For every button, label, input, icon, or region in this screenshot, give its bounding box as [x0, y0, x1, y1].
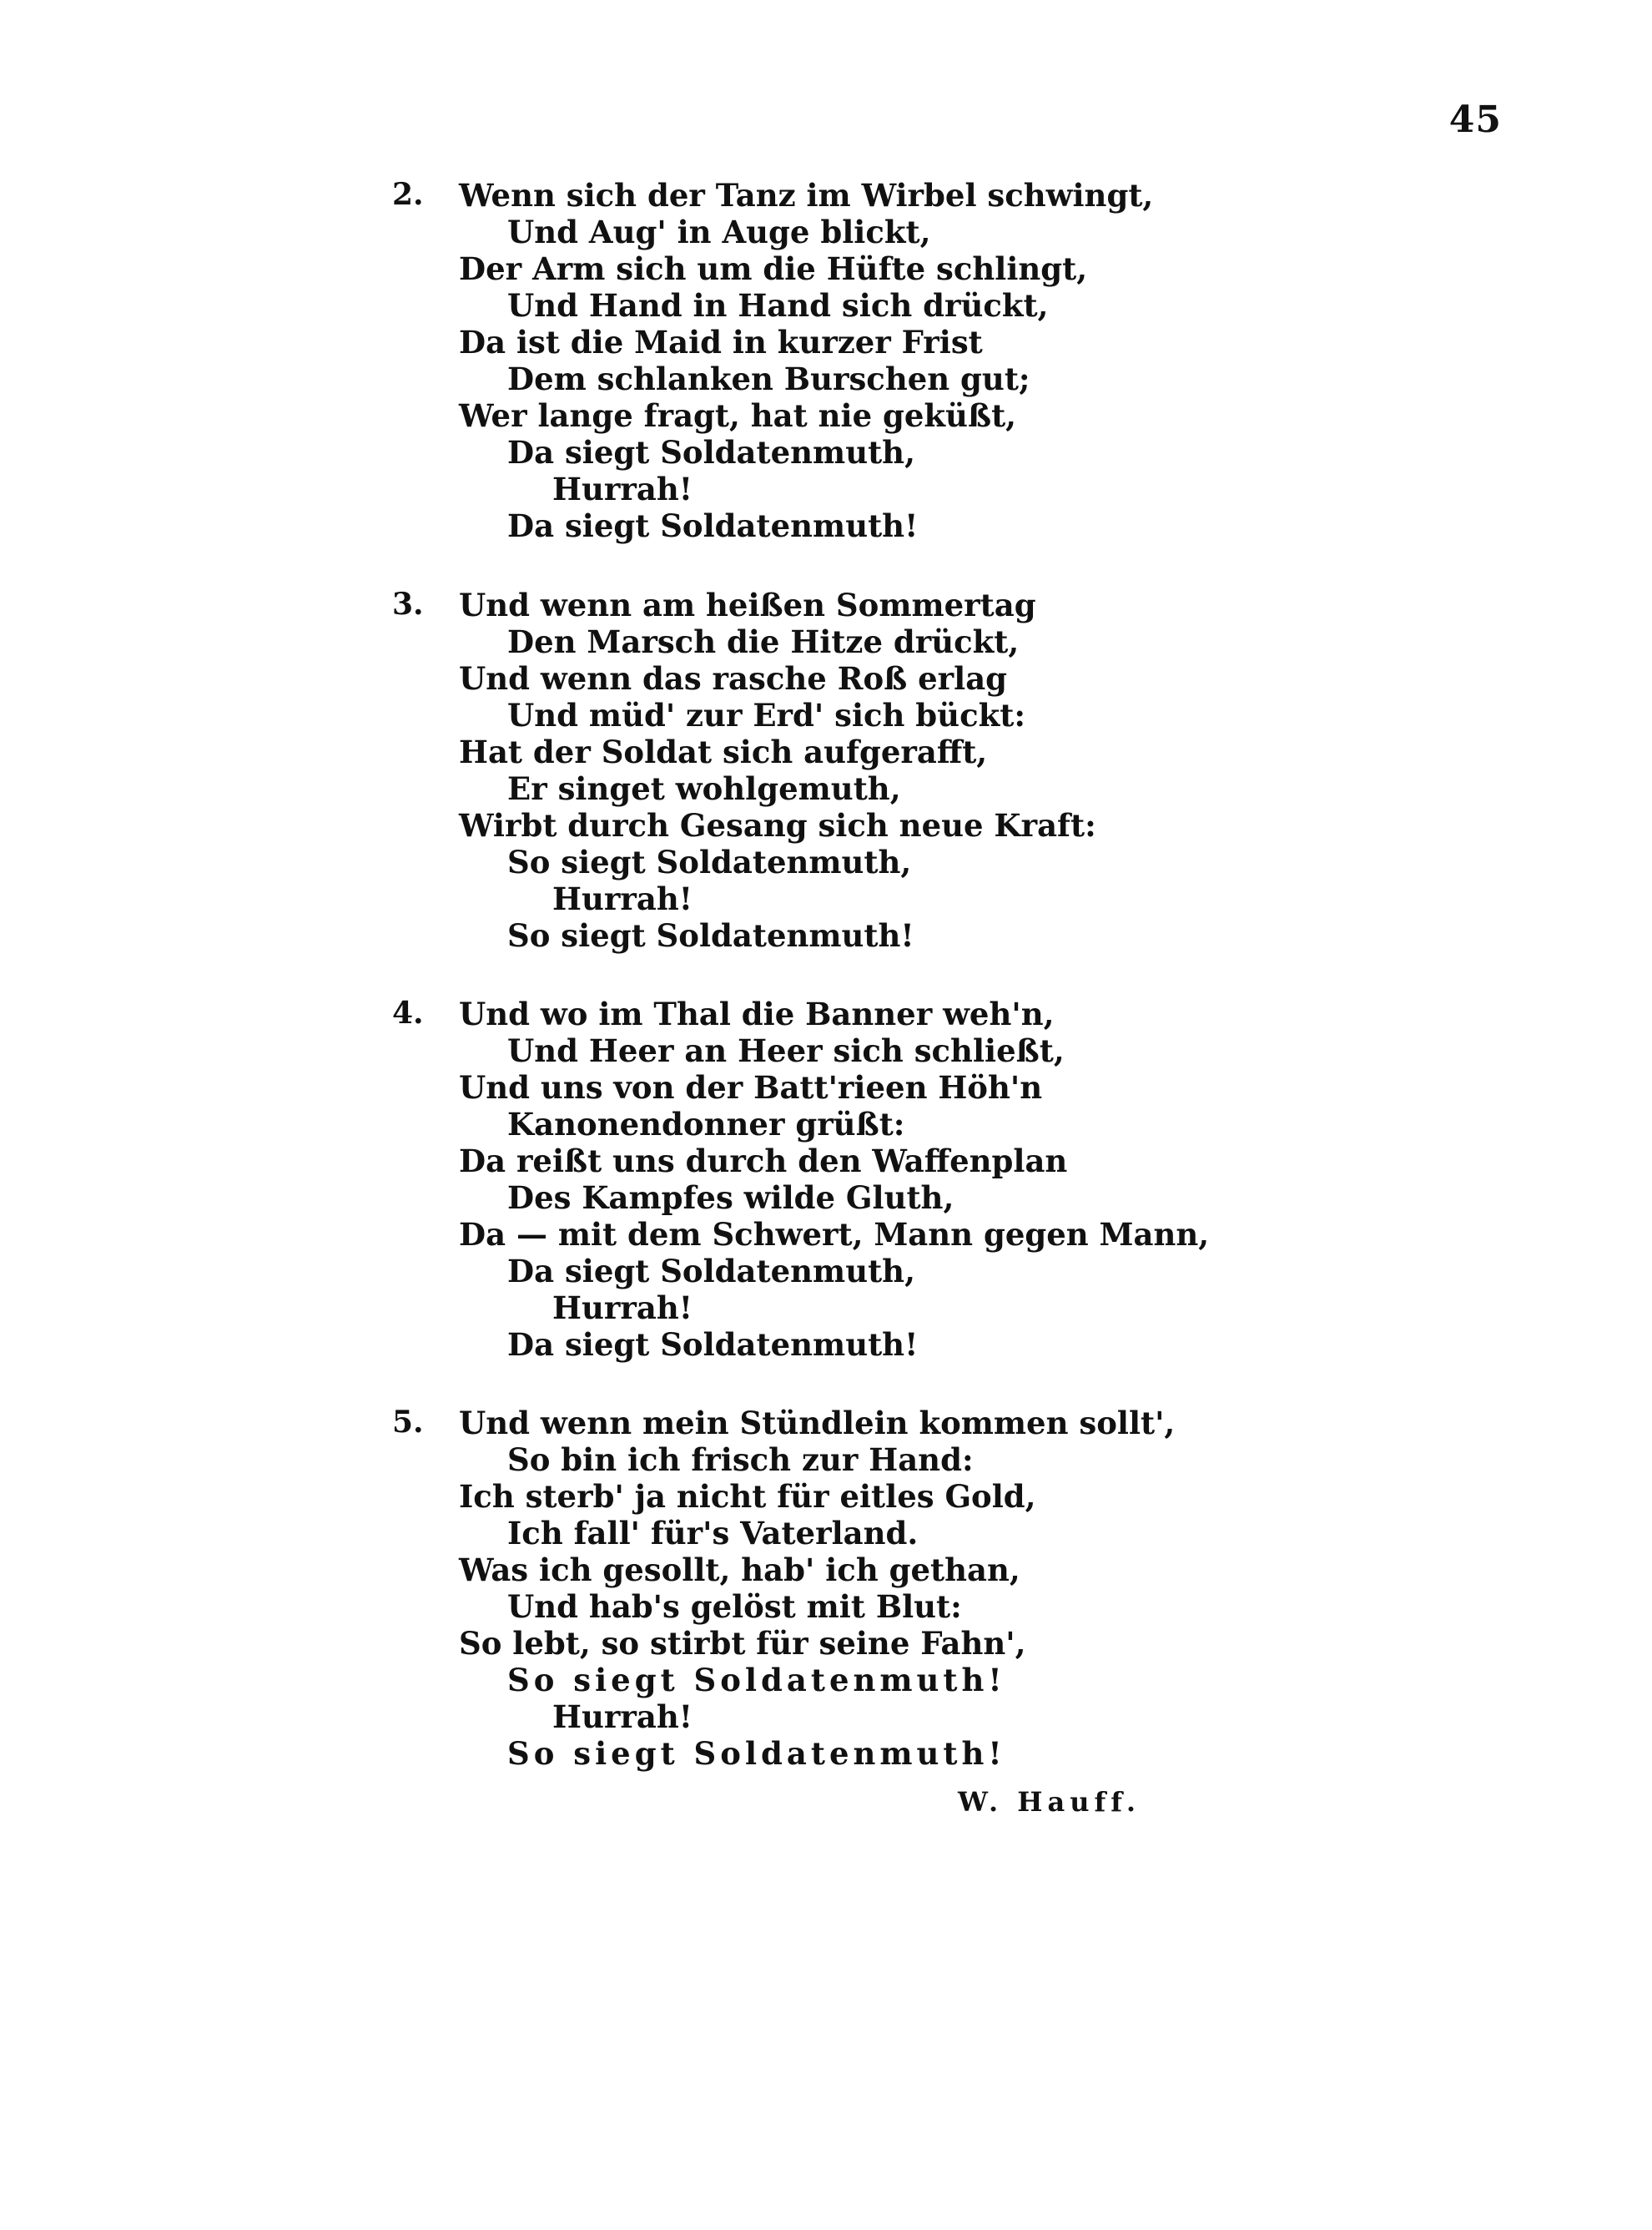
- refrain-line: So siegt Soldatenmuth!: [507, 917, 914, 954]
- author-signature: W. Hauff.: [958, 1786, 1141, 1818]
- verse-line: Und Aug' in Auge blickt,: [507, 214, 931, 250]
- refrain-line: So siegt Soldatenmuth!: [507, 1735, 1006, 1772]
- verse-line: Kanonendonner grüßt:: [507, 1106, 905, 1143]
- stanza-lines: [459, 177, 1153, 544]
- verse-line: Den Marsch die Hitze drückt,: [507, 623, 1020, 660]
- refrain-line: Da siegt Soldatenmuth,: [507, 434, 915, 471]
- stanza-number: 4.: [392, 996, 424, 1031]
- refrain-line: So siegt Soldatenmuth!: [507, 1662, 1006, 1698]
- verse-line: Was ich gesollt, hab' ich gethan,: [459, 1551, 1020, 1588]
- page-number: 45: [1448, 98, 1502, 141]
- verse-line: So lebt, so stirbt für seine Fahn',: [459, 1625, 1026, 1662]
- verse-line: Und Hand in Hand sich drückt,: [507, 287, 1049, 324]
- verse-line: Und uns von der Batt'rieen Höh'n: [459, 1069, 1043, 1106]
- refrain-hurrah: Hurrah!: [552, 1698, 693, 1735]
- verse-line: Da ist die Maid in kurzer Frist: [459, 324, 983, 361]
- refrain-line: So siegt Soldatenmuth,: [507, 844, 912, 880]
- refrain-hurrah: Hurrah!: [552, 471, 693, 507]
- stanza-number: 2.: [392, 177, 424, 212]
- verse-line: Ich fall' für's Vaterland.: [507, 1515, 919, 1551]
- verse-line: Wenn sich der Tanz im Wirbel schwingt,: [459, 177, 1154, 214]
- stanza-lines: [459, 587, 1096, 954]
- verse-line: Und müd' zur Erd' sich bückt:: [507, 697, 1025, 734]
- verse-line: Und wenn am heißen Sommertag: [459, 587, 1036, 623]
- verse-line: Wirbt durch Gesang sich neue Kraft:: [459, 807, 1096, 844]
- stanza-number: 3.: [392, 587, 424, 622]
- verse-line: Und hab's gelöst mit Blut:: [507, 1588, 962, 1625]
- refrain-line: Da siegt Soldatenmuth!: [507, 1326, 919, 1363]
- stanza-lines: [459, 996, 1209, 1363]
- verse-line: Ich sterb' ja nicht für eitles Gold,: [459, 1478, 1036, 1515]
- verse-line: Der Arm sich um die Hüfte schlingt,: [459, 250, 1088, 287]
- verse-line: Wer lange fragt, hat nie geküßt,: [459, 397, 1017, 434]
- verse-line: Da reißt uns durch den Waffenplan: [459, 1143, 1068, 1179]
- verse-line: Des Kampfes wilde Gluth,: [507, 1179, 954, 1216]
- refrain-line: Da siegt Soldatenmuth!: [507, 507, 919, 544]
- verse-line: Hat der Soldat sich aufgerafft,: [459, 734, 988, 770]
- stanza-number: 5.: [392, 1405, 424, 1440]
- verse-line: Und wenn mein Stündlein kommen sollt',: [459, 1405, 1176, 1441]
- refrain-hurrah: Hurrah!: [552, 880, 693, 917]
- verse-line: Und Heer an Heer sich schließt,: [507, 1032, 1065, 1069]
- verse-line: Er singet wohlgemuth,: [507, 770, 901, 807]
- verse-line: Da — mit dem Schwert, Mann gegen Mann,: [459, 1216, 1210, 1253]
- verse-line: Und wo im Thal die Banner weh'n,: [459, 996, 1055, 1032]
- stanza-lines: [459, 1405, 1175, 1772]
- verse-line: Und wenn das rasche Roß erlag: [459, 660, 1008, 697]
- refrain-hurrah: Hurrah!: [552, 1289, 693, 1326]
- verse-line: Dem schlanken Burschen gut;: [507, 361, 1030, 397]
- refrain-line: Da siegt Soldatenmuth,: [507, 1253, 915, 1289]
- verse-line: So bin ich frisch zur Hand:: [507, 1441, 974, 1478]
